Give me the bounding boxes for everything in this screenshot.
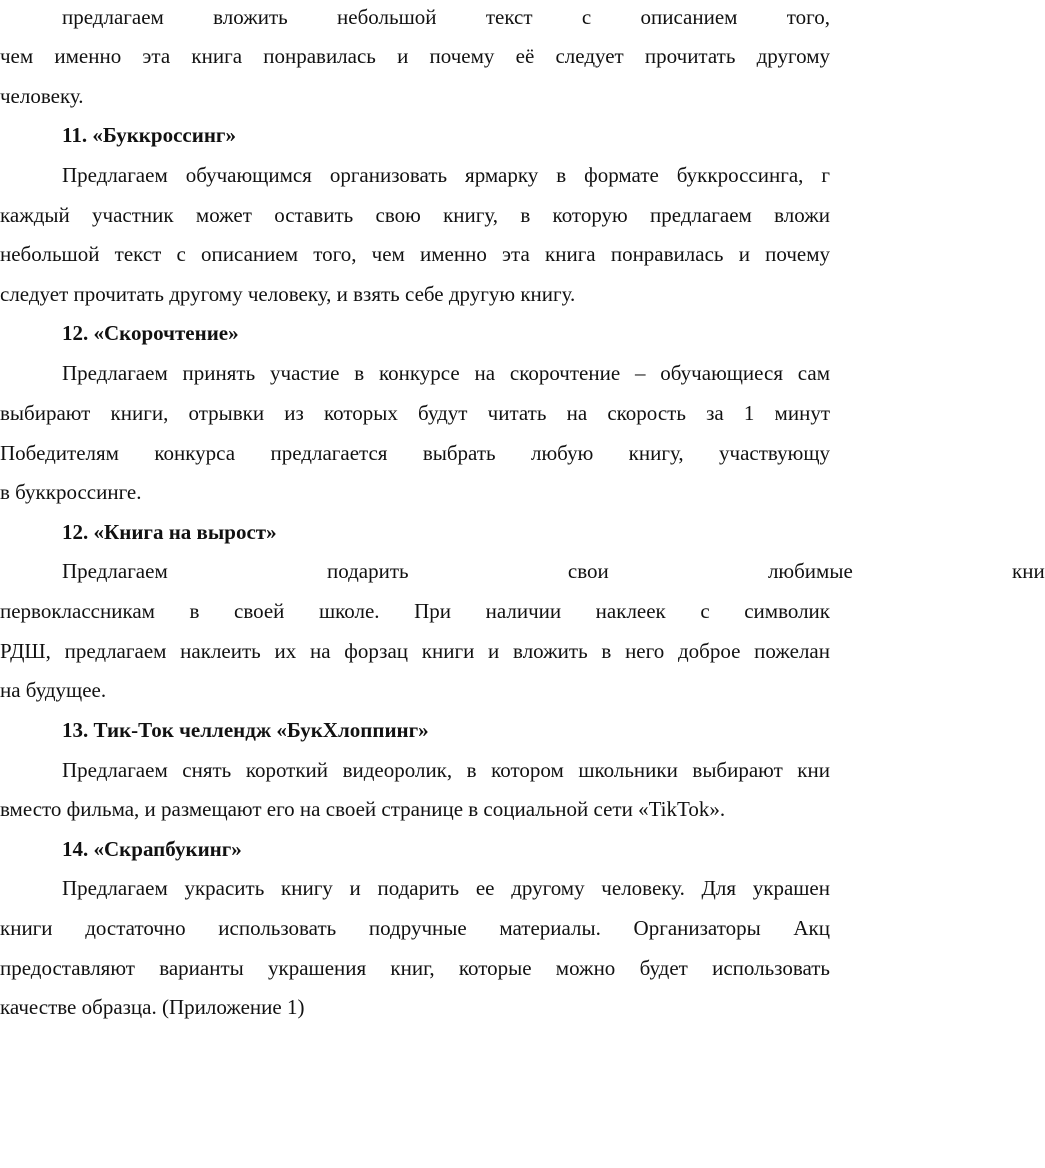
paragraph-line: качестве образца. (Приложение 1) <box>0 995 305 1019</box>
paragraph-line: первоклассникам в своей школе. При наличии наклеек с символик <box>0 599 830 623</box>
paragraph-line: выбирают книги, отрывки из которых будут читать на скорость за 1 минут <box>0 401 830 425</box>
paragraph-line: РДШ, предлагаем наклеить их на форзац книги и вложить в него доброе пожелан <box>0 639 830 663</box>
paragraph-line: на будущее. <box>0 678 107 702</box>
intro-line-1: предлагаем вложить небольшой текст с описанием того, <box>62 5 830 29</box>
section-heading-bookcrossing: 11. «Буккроссинг» <box>62 123 236 147</box>
paragraph-line: Предлагаем украсить книгу и подарить ее другому человеку. Для украшен <box>62 876 830 900</box>
paragraph-line: в буккроссинге. <box>0 480 142 504</box>
paragraph-line: Предлагаем подарить свои любимые кни <box>62 559 1045 583</box>
intro-line-2: чем именно эта книга понравилась и почему её следует прочитать другому <box>0 44 830 68</box>
paragraph-line: каждый участник может оставить свою книгу, в которую предлагаем вложи <box>0 203 830 227</box>
paragraph-line: следует прочитать другому человеку, и взять себе другую книгу. <box>0 282 576 306</box>
paragraph-line: Предлагаем обучающимся организовать ярмарку в формате буккроссинга, г <box>62 163 830 187</box>
paragraph-line: небольшой текст с описанием того, чем именно эта книга понравилась и почему <box>0 242 830 266</box>
section-heading-scrapbooking: 14. «Скрапбукинг» <box>62 837 242 861</box>
paragraph-line: книги достаточно использовать подручные материалы. Организаторы Акц <box>0 916 830 940</box>
section-heading-tiktok-challenge: 13. Тик-Ток челлендж «БукХлоппинг» <box>62 718 429 742</box>
intro-line-3: человеку. <box>0 84 84 108</box>
paragraph-line: Предлагаем снять короткий видеоролик, в котором школьники выбирают кни <box>62 758 830 782</box>
paragraph-line: вместо фильма, и размещают его на своей странице в социальной сети «TikTok». <box>0 797 726 821</box>
section-heading-speed-reading: 12. «Скорочтение» <box>62 321 239 345</box>
paragraph-line: предоставляют варианты украшения книг, которые можно будет использовать <box>0 956 830 980</box>
paragraph-line: Предлагаем принять участие в конкурсе на скорочтение – обучающиеся сам <box>62 361 830 385</box>
section-heading-book-to-grow: 12. «Книга на вырост» <box>62 520 277 544</box>
paragraph-line: Победителям конкурса предлагается выбрать любую книгу, участвующу <box>0 441 830 465</box>
